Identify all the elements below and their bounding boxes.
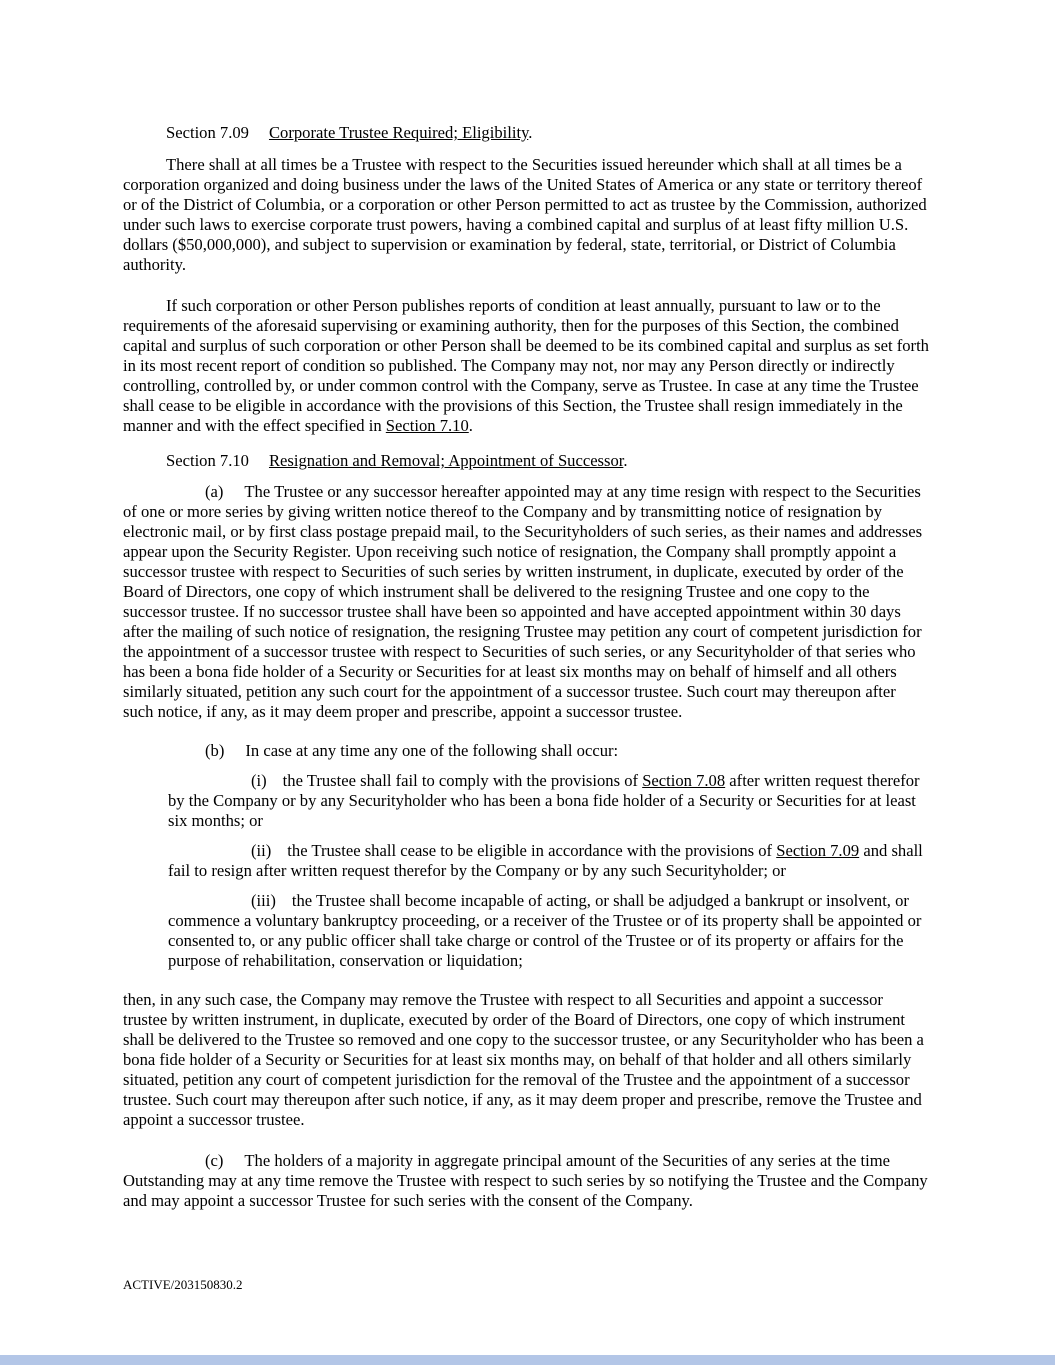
clause-label-a: (a) [205, 482, 224, 501]
clause-710-b-i [168, 771, 929, 831]
section-709-title: Corporate Trustee Required; Eligibility [268, 123, 529, 142]
clause-label-iii: (iii) [251, 891, 276, 910]
paragraph-text: the Trustee shall become incapable of acting, or shall be adjudged a bankrupt or insolvent, or commence a voluntary bankruptcy proceeding, or a receiver of the Trustee or of its property shall be appointed or consented to, or any public officer shall take charge or control of the Trustee or of its property or affairs for the purpose of rehabilitation, conservation or liquidation; [168, 891, 922, 970]
clause-label-i: (i) [251, 771, 267, 790]
paragraph-text: The Trustee or any successor hereafter appointed may at any time resign with respect to the Securities of one or more series by giving written notice thereof to the Company and by transmitting notice of resignation by electronic mail, or by first class postage prepaid mail, to the Securityholders of such series, as their names and addresses appear upon the Security Register. Upon receiving such notice of resignation, the Company shall promptly appoint a successor trustee with respect to Securities of such series by written instrument, in duplicate, executed by order of the Board of Directors, one copy of which instrument shall be delivered to the resigning Trustee and one copy to the successor trustee. If no successor trustee shall have been so appointed and have accepted appointment within 30 days after the mailing of such notice of resignation, the resigning Trustee may petition any court of competent jurisdiction for the appointment of a successor trustee with respect to Securities of such series, or any Securityholder of that series who has been a bona fide holder of a Security or Securities for at least six months may on behalf of himself and all others similarly situated, petition any such court for the appointment of a successor trustee. Such court may thereupon after such notice, if any, as it may deem proper and prescribe, appoint a successor trustee. [123, 482, 923, 721]
bottom-bar [0, 1355, 1055, 1365]
paragraph-text: If such corporation or other Person publishes reports of condition at least annually, pursuant to law or to the requirements of the aforesaid supervising or examining authority, then for the purposes of this Section, the combined capital and surplus of such corporation or other Person shall be deemed to be its combined capital and surplus as set forth in its most recent report of condition so published. The Company may not, nor may any Person directly or indirectly controlling, controlled by, or under common control with the Company, serve as Trustee. In case at any time the Trustee shall cease to be eligible in accordance with the provisions of this Section, the Trustee shall resign immediately in the manner and with the effect specified in [123, 296, 929, 435]
clause-label-ii: (ii) [251, 841, 272, 860]
section-710-title: Resignation and Removal; Appointment of Successor [268, 451, 624, 470]
section-710-title-period: . [623, 451, 628, 470]
section-710-number: Section 7.10 [166, 451, 249, 470]
paragraph-709-1: There shall at all times be a Trustee with respect to the Securities issued hereunder which shall at all times be a corporation organized and doing business under the laws of the United States of America or any state or territory thereof or of the District of Columbia, or a corporation or other Person permitted to act as trustee by the Commission, authorized under such laws to exercise corporate trust powers, having a combined capital and surplus of at least fifty million U.S. dollars ($50,000,000), and subject to supervision or examination by federal, state, territorial, or District of Columbia authority. [123, 155, 927, 274]
document-body [123, 123, 929, 1211]
paragraph-text: . [468, 416, 473, 435]
paragraph-709-2 [123, 296, 929, 436]
clause-710-b-ii [168, 841, 929, 881]
paragraph-text: In case at any time any one of the following shall occur: [245, 741, 619, 760]
paragraph-710-c [123, 1151, 929, 1211]
section-heading-710 [123, 451, 929, 471]
footer-doc-id: ACTIVE/203150830.2 [123, 1277, 243, 1292]
paragraph-text: the Trustee shall cease to be eligible in accordance with the provisions of [287, 841, 777, 860]
paragraph-text: and shall fail to resign after written request therefor by the Company or by any such Securityholder; or [168, 841, 923, 880]
paragraph-710-a [123, 482, 929, 722]
section-ref-709: Section 7.09 [776, 841, 860, 860]
section-ref-708: Section 7.08 [642, 771, 726, 790]
paragraph-text: after written request therefor by the Company or by any Securityholder who has been a bona fide holder of a Security or Securities for at least six months; or [168, 771, 920, 830]
section-709-title-period: . [528, 123, 533, 142]
clause-710-b-iii [168, 891, 929, 971]
paragraph-710-b [123, 741, 929, 761]
section-ref-710: Section 7.10 [385, 416, 469, 435]
paragraph-710-then: then, in any such case, the Company may remove the Trustee with respect to all Securities and appoint a successor trustee by written instrument, in duplicate, executed by order of the Board of Directors, one copy of which instrument shall be delivered to the Trustee so removed and one copy to the successor trustee, or any Securityholder who has been a bona fide holder of a Security or Securities for at least six months may, on behalf of that holder and all others similarly situated, petition any court of competent jurisdiction for the removal of the Trustee and the appointment of a successor trustee. Such court may thereupon after such notice, if any, as it may deem proper and prescribe, remove the Trustee and appoint a successor trustee. [123, 990, 924, 1129]
paragraph-text: The holders of a majority in aggregate principal amount of the Securities of any series at the time Outstanding may at any time remove the Trustee with respect to such series by so notifying the Trustee and the Company and may appoint a successor Trustee for such series with the consent of the Company. [123, 1151, 928, 1210]
paragraph-text: the Trustee shall fail to comply with the provisions of [282, 771, 643, 790]
clause-label-c: (c) [205, 1151, 224, 1170]
clause-label-b: (b) [205, 741, 225, 760]
section-709-number: Section 7.09 [166, 123, 249, 142]
section-heading-709 [123, 123, 929, 143]
